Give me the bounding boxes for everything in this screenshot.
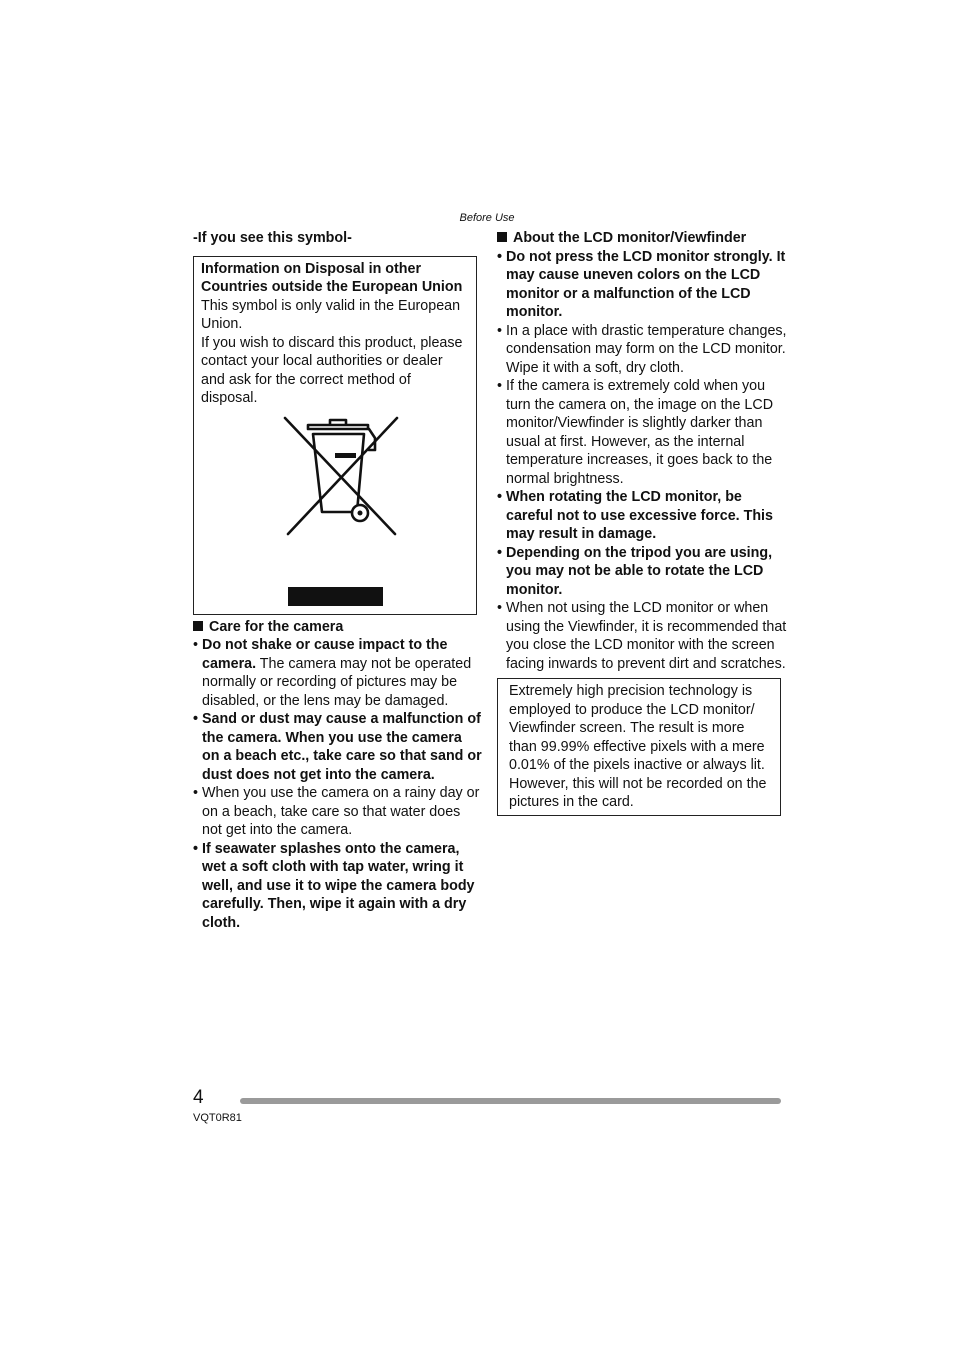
precision-note-box: Extremely high precision technology is employed to produce the LCD monitor/ Viewfinder screen. The result is more than 99.99% effective pixels with a mere 0.01% of the pixels inactive or always lit. However, this will not be recorded on the pictures in the card. (497, 678, 781, 816)
care-title (193, 618, 483, 637)
footer-rule (240, 1098, 781, 1104)
list-item: • If the camera is extremely cold when you turn the camera on, the image on the LCD monitor/Viewfinder is slightly darker than usual at first. However, as the internal temperature increases, it goes back to the normal brightness. (497, 377, 787, 488)
right-column (497, 229, 787, 816)
care-list (193, 636, 483, 932)
list-item (193, 636, 483, 710)
page-number: 4 (193, 1087, 204, 1108)
list-item: • When you use the camera on a rainy day or on a beach, take care so that water does not get into the camera. (193, 784, 483, 840)
list-item: • In a place with drastic temperature changes, condensation may form on the LCD monitor. Wipe it with a soft, dry cloth. (497, 322, 787, 378)
lcd-title-text: About the LCD monitor/Viewfinder (513, 230, 747, 246)
lcd-title (497, 229, 787, 248)
weee-symbol (201, 412, 469, 584)
square-bullet-icon (497, 232, 507, 242)
list-item: • Depending on the tripod you are using, you may not be able to rotate the LCD monitor. (497, 544, 787, 600)
disposal-info-box (193, 256, 477, 615)
care-item-1-text: The camera may not be operated normally or recording of pictures may be disabled, or the lens may be damaged. (202, 655, 472, 709)
crossed-out-wheelie-bin-icon (201, 412, 469, 584)
disposal-paragraph-1: This symbol is only valid in the European Union. (201, 297, 461, 332)
disposal-paragraph-2: If you wish to discard this product, please contact your local authorities or dealer and ask for the correct method of disposal. (201, 334, 463, 406)
symbol-intro: -If you see this symbol- (193, 230, 352, 246)
list-item: • Do not press the LCD monitor strongly. It may cause uneven colors on the LCD monitor or a malfunction of the LCD monitor. (497, 248, 787, 322)
lcd-list (497, 248, 787, 674)
list-item: • When not using the LCD monitor or when using the Viewfinder, it is recommended that you close the LCD monitor with the screen facing inwards to prevent dirt and scratches. (497, 599, 787, 673)
list-item: • If seawater splashes onto the camera, wet a soft cloth with tap water, wring it well, and use it to wipe the camera body carefully. Then, wipe it again with a dry cloth. (193, 840, 483, 933)
disposal-title: Information on Disposal in other Countries outside the European Union (201, 260, 463, 295)
list-item: • Sand or dust may cause a malfunction of the camera. When you use the camera on a beach etc., take care so that sand or dust does not get into the camera. (193, 710, 483, 784)
care-item-1-bold: Do not shake or cause impact to the camera. (202, 637, 448, 672)
black-bar (288, 587, 383, 606)
care-section (193, 618, 483, 933)
model-code: VQT0R81 (193, 1112, 242, 1124)
care-title-text: Care for the camera (209, 618, 344, 635)
list-item: • When rotating the LCD monitor, be careful not to use excessive force. This may result in damage. (497, 488, 787, 544)
left-column (193, 229, 483, 932)
square-bullet-icon (193, 621, 203, 631)
running-header: Before Use (459, 212, 515, 224)
